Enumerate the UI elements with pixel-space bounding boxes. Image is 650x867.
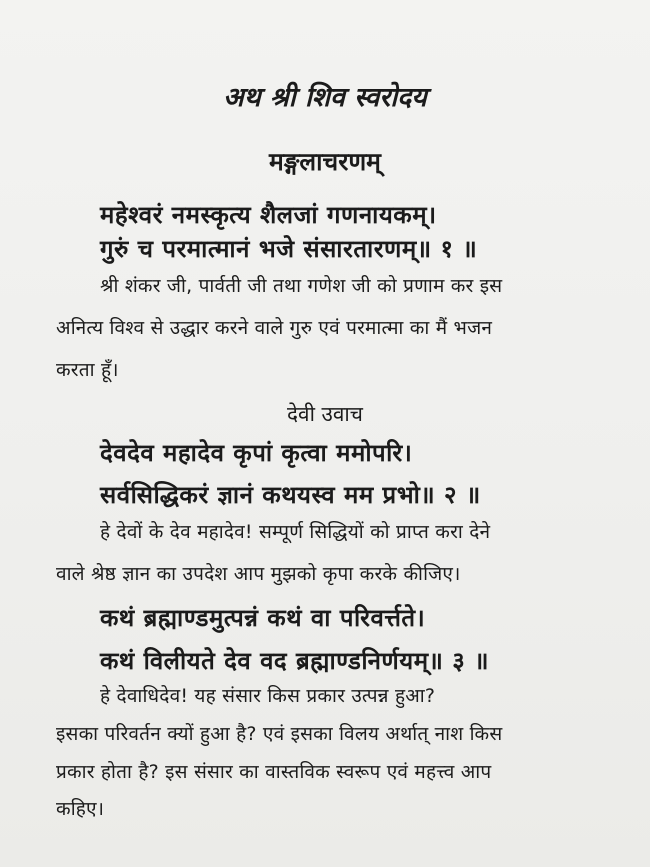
verse-3-line-2: कथं विलीयते देव वद ब्रह्माण्डनिर्णयम्॥ ३ ॥ [100,646,489,675]
verse-3-line-1: कथं ब्रह्माण्डमुत्पन्नं कथं वा परिवर्त्तते। [100,603,426,632]
chapter-title: अथ श्री शिव स्वरोदय [223,82,427,113]
verse-3-meaning-line-4: कहिए। [56,798,105,820]
speaker-label: देवी उवाच [287,402,363,426]
verse-2-meaning-line-2: वाले श्रेष्ठ ज्ञान का उपदेश आप मुझको कृपा करके कीजिए। [56,563,461,585]
verse-2-line-2: सर्वसिद्धिकरं ज्ञानं कथयस्व मम प्रभो॥ २ ॥ [100,480,481,509]
verse-1-line-1: महेश्वरं नमस्कृत्य शैलजां गणनायकम्। [100,200,437,229]
verse-1-meaning-line-2: अनित्य विश्व से उद्धार करने वाले गुरु एवं परमात्मा का मैं भजन [56,317,493,339]
verse-1-line-2: गुरुं च परमात्मानं भजे संसारतारणम्॥ १ ॥ [100,234,478,263]
section-heading: मङ्गलाचरणम् [269,147,381,176]
verse-3-meaning-line-2: इसका परिवर्तन क्यों हुआ है? एवं इसका विलय अर्थात् नाश किस [56,723,503,745]
verse-1-meaning-line-3: करता हूँ। [56,359,119,381]
verse-2-meaning-line-1: हे देवों के देव महादेव! सम्पूर्ण सिद्धियों को प्राप्त करा देने [100,521,491,543]
verse-3-meaning-line-1: हे देवाधिदेव! यह संसार किस प्रकार उत्पन्न हुआ? [100,685,436,707]
verse-1-meaning-line-1: श्री शंकर जी, पार्वती जी तथा गणेश जी को प्रणाम कर इस [100,275,503,297]
verse-2-line-1: देवदेव महादेव कृपां कृत्वा ममोपरि। [100,438,413,467]
verse-3-meaning-line-3: प्रकार होता है? इस संसार का वास्तविक स्वरूप एवं महत्त्व आप [56,761,492,783]
